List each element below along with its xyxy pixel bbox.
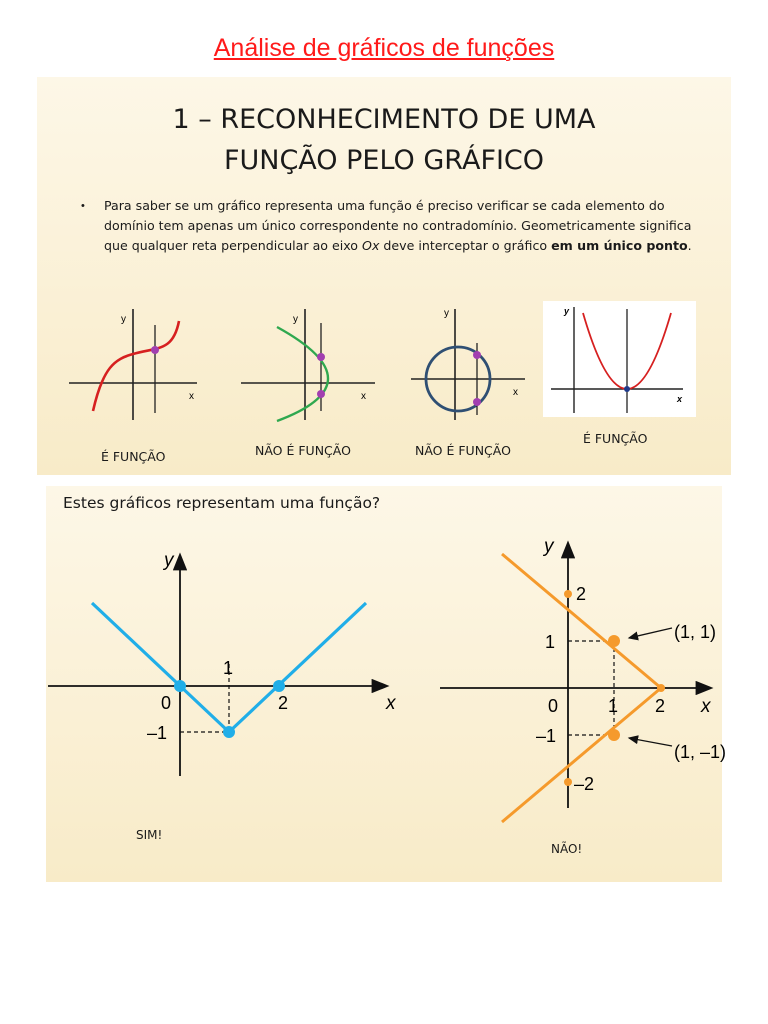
y-axis-label: y (444, 308, 449, 319)
label-origin: 0 (548, 696, 559, 716)
bullet-point: • (81, 200, 85, 212)
x-axis-label: x (189, 391, 194, 402)
y-axis-label: y (164, 550, 174, 571)
graph-cubic-function (65, 307, 205, 422)
label-x-1: 1 (608, 696, 619, 716)
caption-is-function: É FUNÇÃO (101, 449, 166, 464)
intersection-marker-lower (317, 390, 325, 398)
slide-title-line-1: 1 – RECONHECIMENTO DE UMA (172, 104, 596, 135)
answer-yes: SIM! (136, 828, 163, 842)
vertex-marker (624, 386, 630, 392)
paragraph-axis-name: Ox (362, 238, 380, 253)
slide-title-line-2: FUNÇÃO PELO GRÁFICO (223, 145, 545, 176)
x-axis-label: x (513, 387, 518, 398)
point-x-intercept (273, 680, 285, 692)
label-y-neg-1: –1 (536, 726, 557, 746)
graph-parabola (543, 301, 696, 417)
paragraph-emphasis: em um único ponto (551, 238, 688, 253)
document-title: Análise de gráficos de funções (213, 34, 555, 62)
point-y-neg2 (564, 778, 572, 786)
annotation-arrow-upper (629, 628, 672, 638)
y-axis-label: y (293, 314, 298, 325)
x-axis-label: x (361, 391, 366, 402)
paragraph-text-2: deve interceptar o gráfico (379, 238, 552, 253)
y-axis-label: y (544, 536, 554, 557)
explanation-paragraph (104, 196, 704, 256)
paragraph-text-3: . (687, 238, 692, 253)
point-origin (174, 680, 186, 692)
point-1-neg1 (608, 729, 620, 741)
x-axis-label: x (701, 696, 711, 717)
slide-title (37, 99, 731, 181)
graph-absolute-value (46, 536, 406, 786)
label-x-2: 2 (278, 693, 289, 713)
y-axis-label: y (121, 314, 126, 325)
label-y-neg-2: –2 (574, 774, 595, 794)
label-y-2: 2 (576, 584, 587, 604)
intersection-marker (151, 346, 159, 354)
y-axis-label: y (564, 306, 570, 316)
parabola-graph-panel (543, 301, 696, 417)
question-heading: Estes gráficos representam uma função? (63, 494, 381, 512)
label-y-1: 1 (545, 632, 556, 652)
caption-not-function-1: NÃO É FUNÇÃO (255, 443, 351, 458)
answer-no: NÃO! (551, 842, 583, 856)
graph-circle (407, 307, 527, 422)
point-y-2 (564, 590, 572, 598)
x-axis-label: x (386, 693, 396, 714)
slide-function-question (46, 486, 727, 882)
label-y-neg-1: –1 (147, 723, 168, 743)
slide-function-recognition (37, 77, 731, 475)
paragraph-text-1: Para saber se um gráfico representa uma função é preciso verificar se cada elemento do domínio tem apenas um único correspondente no contradomínio. Geometricamente significa que qualquer reta perpendicular ao eixo (104, 198, 692, 253)
annotation-point-1-1: (1, 1) (674, 622, 717, 642)
annotation-point-1-neg1: (1, –1) (674, 742, 727, 762)
cubic-curve (93, 321, 179, 411)
caption-is-function-2: É FUNÇÃO (583, 431, 648, 446)
point-vertex (223, 726, 235, 738)
intersection-marker-upper (317, 353, 325, 361)
point-1-1 (608, 635, 620, 647)
caption-not-function-2: NÃO É FUNÇÃO (415, 443, 511, 458)
label-origin: 0 (161, 693, 172, 713)
label-x-2: 2 (655, 696, 666, 716)
graph-sideways-parabola (237, 307, 377, 422)
intersection-marker-lower (473, 398, 481, 406)
x-axis-label: x (677, 394, 683, 404)
annotation-arrow-lower (629, 738, 672, 746)
point-x-2 (657, 684, 665, 692)
intersection-marker-upper (473, 351, 481, 359)
label-x-1: 1 (223, 658, 234, 678)
graph-sideways-v (436, 522, 727, 822)
